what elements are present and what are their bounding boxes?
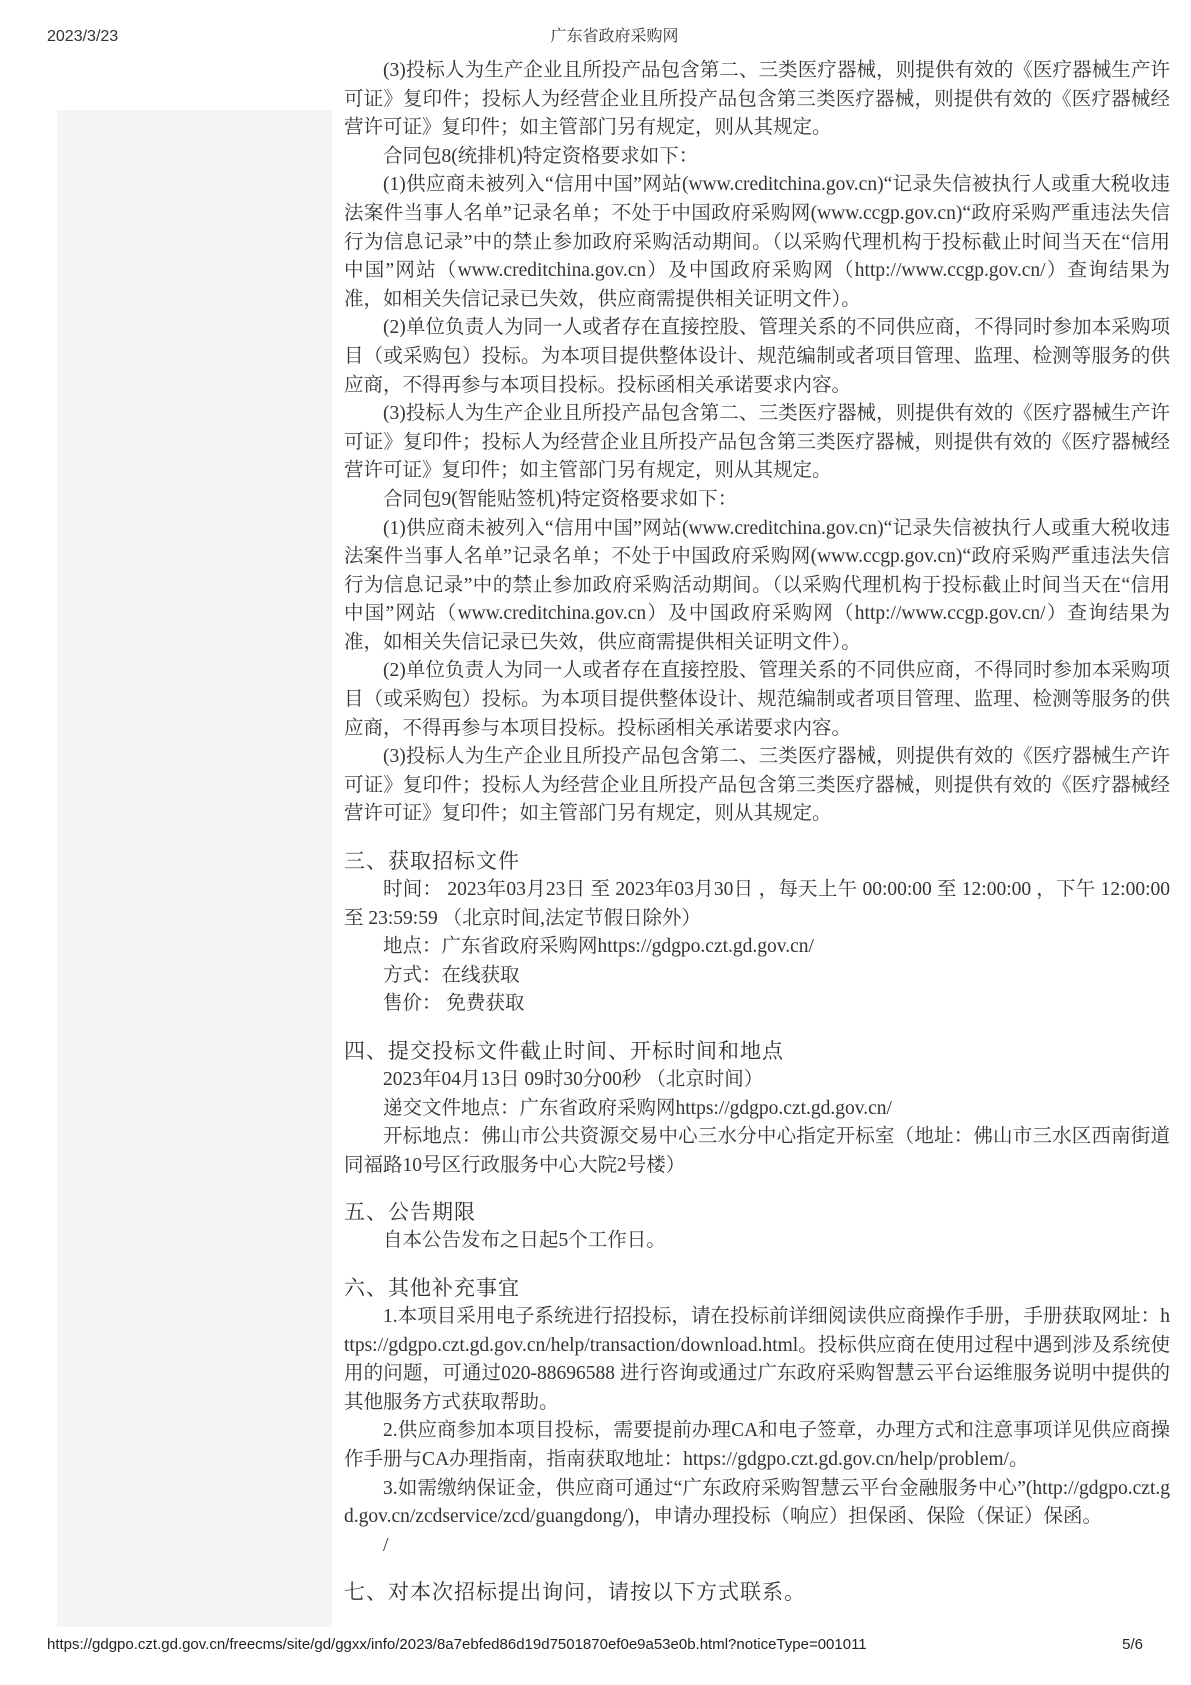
print-footer [0, 1634, 1191, 1656]
paragraph: (3)投标人为生产企业且所投产品包含第二、三类医疗器械，则提供有效的《医疗器械生产许可证》复印件；投标人为经营企业且所投产品包含第三类医疗器械，则提供有效的《医疗器械经营许可证》复印件；如主管部门另有规定，则从其规定。 [344, 403, 1170, 482]
section-heading: 五、公告期限 [344, 1200, 476, 1225]
page-number: 5/6 [1122, 1636, 1143, 1653]
paragraph: (2)单位负责人为同一人或者存在直接控股、管理关系的不同供应商，不得同时参加本采购项目（或采购包）投标。为本项目提供整体设计、规范编制或者项目管理、监理、检测等服务的供应商，不得再参与本项目投标。投标函相关承诺要求内容。 [344, 660, 1170, 739]
paragraph: (1)供应商未被列入“信用中国”网站(www.creditchina.gov.cn)“记录失信被执行人或重大税收违法案件当事人名单”记录名单；不处于中国政府采购网(www.ccgp.gov.cn)“政府采购严重违法失信行为信息记录”中的禁止参加政府采购活动期间。（以采购代理机构于投标截止时间当天在“信用中国”网站（www.creditchina.gov.cn）及中国政府采购网（http://www.ccgp.gov.cn/）查询结果为准，如相关失信记录已失效，供应商需提供相关证明文件）。 [344, 517, 1170, 653]
paragraph: 2.供应商参加本项目投标，需要提前办理CA和电子签章，办理方式和注意事项详见供应商操作手册与CA办理指南，指南获取地址：https://gdgpo.czt.gd.gov.cn/help/problem/。 [344, 1420, 1170, 1470]
paragraph: 时间： 2023年03月23日 至 2023年03月30日 ，每天上午 00:00:00 至 12:00:00 ，下午 12:00:00 至 23:59:59 （北京时间,法定节假日除外） [344, 879, 1170, 929]
paragraph: (3)投标人为生产企业且所投产品包含第二、三类医疗器械，则提供有效的《医疗器械生产许可证》复印件；投标人为经营企业且所投产品包含第三类医疗器械，则提供有效的《医疗器械经营许可证》复印件；如主管部门另有规定，则从其规定。 [344, 60, 1170, 139]
paragraph: 方式：在线获取 [383, 964, 520, 986]
paragraph: 合同包8(统排机)特定资格要求如下： [383, 145, 699, 167]
paragraph: 递交文件地点：广东省政府采购网https://gdgpo.czt.gd.gov.cn/ [383, 1097, 892, 1119]
paragraph: 合同包9(智能贴签机)特定资格要求如下： [383, 488, 738, 510]
paragraph: 2023年04月13日 09时30分00秒 （北京时间） [383, 1069, 764, 1090]
print-date: 2023/3/23 [47, 28, 119, 45]
paragraph: (2)单位负责人为同一人或者存在直接控股、管理关系的不同供应商，不得同时参加本采购项目（或采购包）投标。为本项目提供整体设计、规范编制或者项目管理、监理、检测等服务的供应商，不得再参与本项目投标。投标函相关承诺要求内容。 [344, 317, 1170, 396]
document-content [344, 57, 1170, 1607]
paragraph: 自本公告发布之日起5个工作日。 [383, 1230, 666, 1252]
sidebar-placeholder [57, 110, 332, 1627]
paragraph: 1.本项目采用电子系统进行招投标，请在投标前详细阅读供应商操作手册，手册获取网址：https://gdgpo.czt.gd.gov.cn/help/transaction/download.html。投标供应商在使用过程中遇到涉及系统使用的问题，可通过020-88696588 进行咨询或通过广东政府采购智慧云平台运维服务说明中提供的其他服务方式获取帮助。 [344, 1305, 1170, 1413]
paragraph: 开标地点：佛山市公共资源交易中心三水分中心指定开标室（地址：佛山市三水区西南街道同福路10号区行政服务中心大院2号楼） [344, 1126, 1170, 1176]
paragraph: (3)投标人为生产企业且所投产品包含第二、三类医疗器械，则提供有效的《医疗器械生产许可证》复印件；投标人为经营企业且所投产品包含第三类医疗器械，则提供有效的《医疗器械经营许可证》复印件；如主管部门另有规定，则从其规定。 [344, 746, 1170, 825]
source-url: https://gdgpo.czt.gd.gov.cn/freecms/site/gd/ggxx/info/2023/8a7ebfed86d19d7501870ef0e9a53e0b.html?noticeType=001011 [47, 1636, 867, 1653]
section-heading: 三、获取招标文件 [344, 849, 520, 874]
print-header [0, 26, 1191, 48]
section-heading: 四、提交投标文件截止时间、开标时间和地点 [344, 1039, 784, 1063]
page-title: 广东省政府采购网 [550, 28, 679, 45]
section-heading: 六、其他补充事宜 [344, 1275, 520, 1300]
paragraph: 3.如需缴纳保证金，供应商可通过“广东政府采购智慧云平台金融服务中心”(http://gdgpo.czt.gd.gov.cn/zcdservice/zcd/guangdong/)，申请办理投标（响应）担保函、保险（保证）保函。 [344, 1477, 1170, 1528]
paragraph: / [383, 1534, 389, 1556]
paragraph: (1)供应商未被列入“信用中国”网站(www.creditchina.gov.cn)“记录失信被执行人或重大税收违法案件当事人名单”记录名单；不处于中国政府采购网(www.ccgp.gov.cn)“政府采购严重违法失信行为信息记录”中的禁止参加政府采购活动期间。（以采购代理机构于投标截止时间当天在“信用中国”网站（www.creditchina.gov.cn）及中国政府采购网（http://www.ccgp.gov.cn/）查询结果为准，如相关失信记录已失效，供应商需提供相关证明文件）。 [344, 174, 1170, 310]
paragraph: 售价： 免费获取 [383, 993, 525, 1015]
paragraph: 地点：广东省政府采购网https://gdgpo.czt.gd.gov.cn/ [383, 936, 814, 958]
section-heading: 七、对本次招标提出询问，请按以下方式联系。 [344, 1580, 806, 1605]
